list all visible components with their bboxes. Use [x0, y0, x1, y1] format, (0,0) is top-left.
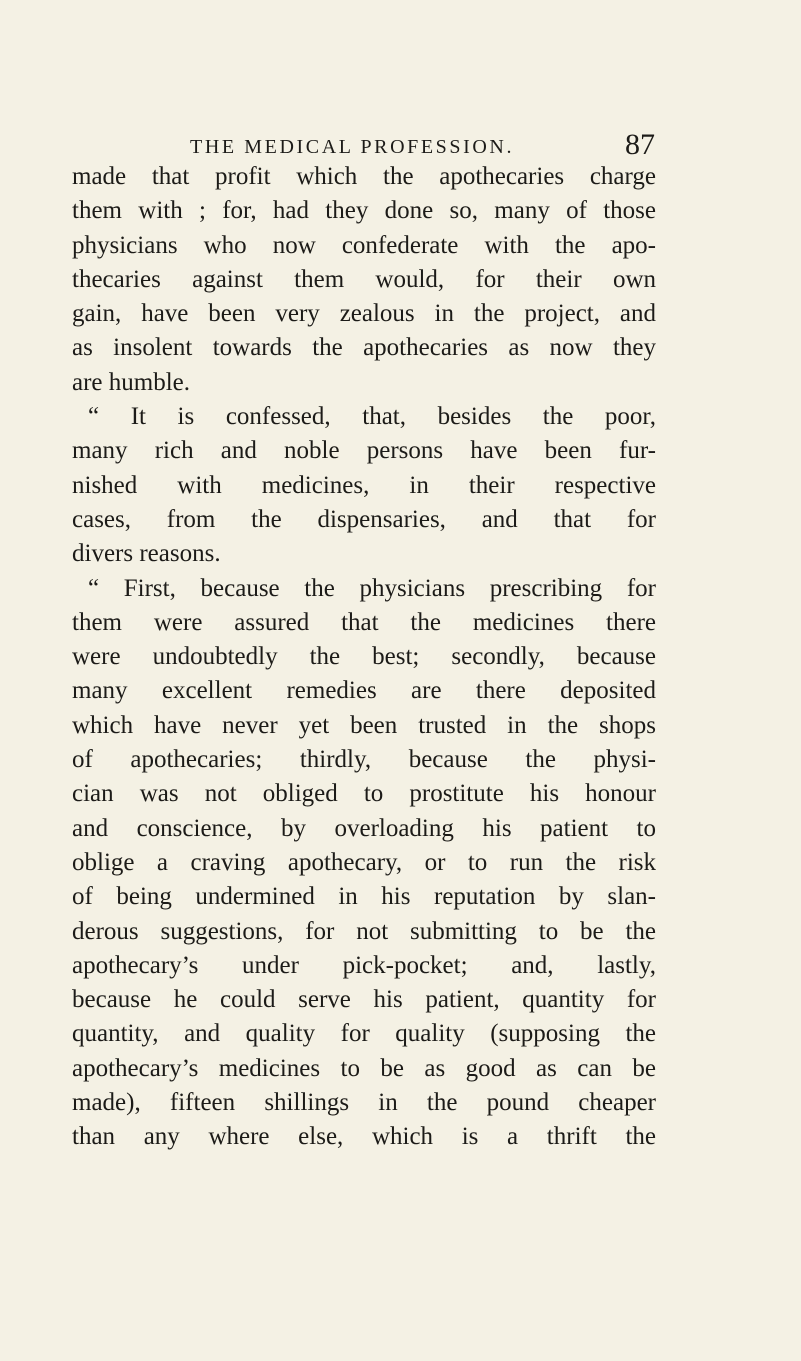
text-line: than any where else, which is a thrift the: [72, 1123, 656, 1151]
text-line: made that profit which the apothecaries charge: [72, 163, 656, 190]
text-line: them were assured that the medicines there: [72, 608, 656, 636]
text-line: quantity, and quality for quality (supposing the: [72, 1020, 656, 1048]
text-line: are humble.: [72, 368, 191, 396]
text-line: oblige a craving apothecary, or to run the risk: [72, 848, 656, 876]
text-line: “ First, because the physicians prescribing for: [88, 574, 656, 602]
text-line: because he could serve his patient, quantity for: [72, 986, 656, 1014]
text-line: them with ; for, had they done so, many of those: [72, 197, 656, 225]
text-line: “ It is confessed, that, besides the poor,: [88, 403, 656, 431]
text-line: of apothecaries; thirdly, because the physi-: [72, 746, 656, 774]
text-line: physicians who now confederate with the apo-: [72, 231, 656, 259]
page-number: 87: [625, 128, 655, 161]
text-line: and conscience, by overloading his patient to: [72, 814, 656, 842]
text-line: as insolent towards the apothecaries as now they: [72, 334, 656, 362]
text-line: divers reasons.: [72, 540, 221, 568]
text-line: which have never yet been trusted in the shops: [72, 711, 656, 739]
running-title: THE MEDICAL PROFESSION.: [190, 136, 515, 158]
text-line: were undoubtedly the best; secondly, because: [72, 643, 656, 671]
text-line: many rich and noble persons have been fur-: [72, 437, 656, 465]
text-line: of being undermined in his reputation by slan-: [72, 883, 656, 911]
text-line: gain, have been very zealous in the project, and: [72, 300, 656, 328]
text-line: cian was not obliged to prostitute his honour: [72, 780, 656, 808]
running-head: [190, 128, 655, 164]
text-line: made), fifteen shillings in the pound cheaper: [72, 1089, 656, 1117]
text-line: many excellent remedies are there deposited: [72, 677, 656, 705]
text-line: derous suggestions, for not submitting to be the: [72, 917, 656, 945]
text-line: apothecary’s under pick-pocket; and, lastly,: [72, 951, 656, 979]
text-line: nished with medicines, in their respective: [72, 471, 656, 499]
text-line: thecaries against them would, for their own: [72, 265, 656, 293]
body-text: [72, 160, 656, 1155]
text-line: cases, from the dispensaries, and that for: [72, 505, 656, 533]
text-line: apothecary’s medicines to be as good as can be: [72, 1054, 656, 1082]
